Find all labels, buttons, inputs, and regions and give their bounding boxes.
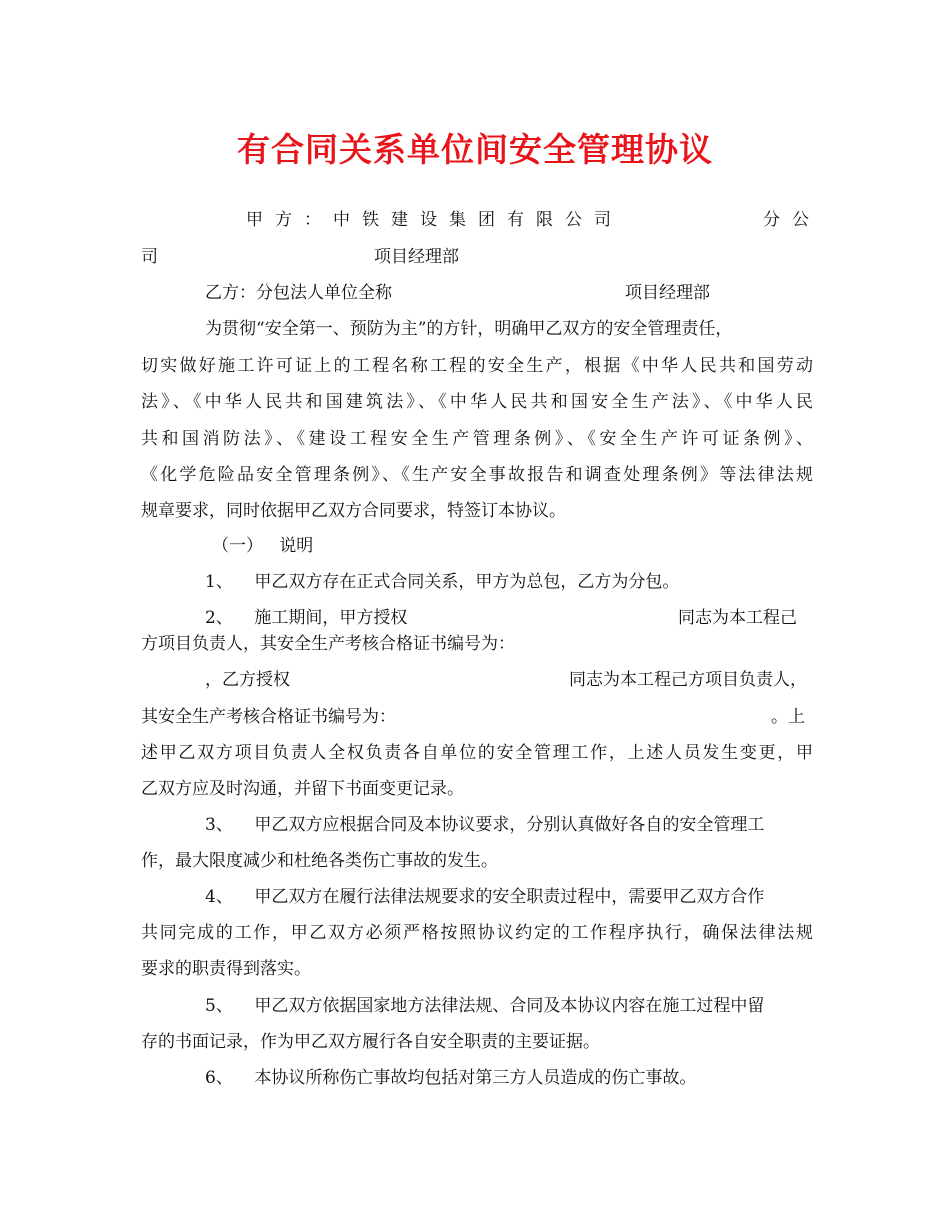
clause-2-line: 。上 [771, 707, 805, 727]
preamble-line: 《化学危险品安全管理条例》、《生产安全事故报告和调查处理条例》等法律法规 [141, 465, 813, 485]
clause-2-line: 其安全生产考核合格证书编号为： [141, 707, 396, 727]
clause-2-line: 同志为本工程己方项目负责人， [569, 670, 807, 690]
clause-1: 1、 甲乙双方存在正式合同关系，甲方为总包，乙方为分包。 [205, 572, 680, 592]
party-b-project-dept: 项目经理部 [625, 283, 710, 303]
clause-2-line: 方项目负责人，其安全生产考核合格证书编号为： [141, 634, 515, 654]
preamble-line: 切实做好施工许可证上的工程名称工程的安全生产，根据《中华人民共和国劳动 [141, 356, 813, 376]
preamble-line: 共和国消防法》、《建设工程安全生产管理条例》、《安全生产许可证条例》、 [141, 429, 813, 449]
preamble-line: 为贯彻“安全第一、预防为主”的方针，明确甲乙双方的安全管理责任， [205, 319, 733, 339]
clause-6: 6、 本协议所称伤亡事故均包括对第三方人员造成的伤亡事故。 [205, 1068, 697, 1088]
clause-4-line: 要求的职责得到落实。 [141, 959, 311, 979]
clause-2-line: 同志为本工程己 [678, 608, 797, 628]
clause-5-line: 存的书面记录，作为甲乙双方履行各自安全职责的主要证据。 [141, 1032, 600, 1052]
clause-2-line: ，乙方授权 [205, 670, 290, 690]
party-a-label: 甲方：中铁建设集团有限公司 [246, 210, 623, 230]
clause-3-line: 3、 甲乙双方应根据合同及本协议要求，分别认真做好各自的安全管理工 [205, 815, 765, 835]
party-b-label: 乙方：分包法人单位全称 [205, 283, 392, 303]
clause-2-line: 乙双方应及时沟通，并留下书面变更记录。 [141, 779, 464, 799]
party-a-project-dept: 项目经理部 [374, 247, 459, 267]
preamble-line: 规章要求，同时依据甲乙双方合同要求，特签订本协议。 [141, 501, 566, 521]
document-title: 有合同关系单位间安全管理协议 [237, 130, 713, 169]
clause-4-line: 共同完成的工作，甲乙双方必须严格按照协议约定的工作程序执行，确保法律法规 [141, 923, 813, 943]
clause-4-line: 4、 甲乙双方在履行法律法规要求的安全职责过程中，需要甲乙双方合作 [205, 887, 765, 907]
party-a-branch-suffix: 分公 [763, 210, 821, 230]
clause-5-line: 5、 甲乙双方依据国家地方法律法规、合同及本协议内容在施工过程中留 [205, 996, 765, 1016]
section-heading: （一） 说明 [212, 536, 314, 556]
party-a-branch-suffix-cont: 司 [141, 247, 158, 267]
clause-2-line: 2、 施工期间，甲方授权 [205, 608, 408, 628]
clause-3-line: 作，最大限度减少和杜绝各类伤亡事故的发生。 [141, 851, 498, 871]
preamble-line: 法》、《中华人民共和国建筑法》、《中华人民共和国安全生产法》、《中华人民 [141, 392, 813, 412]
clause-2-line: 述甲乙双方项目负责人全权负责各自单位的安全管理工作，上述人员发生变更，甲 [141, 743, 813, 763]
